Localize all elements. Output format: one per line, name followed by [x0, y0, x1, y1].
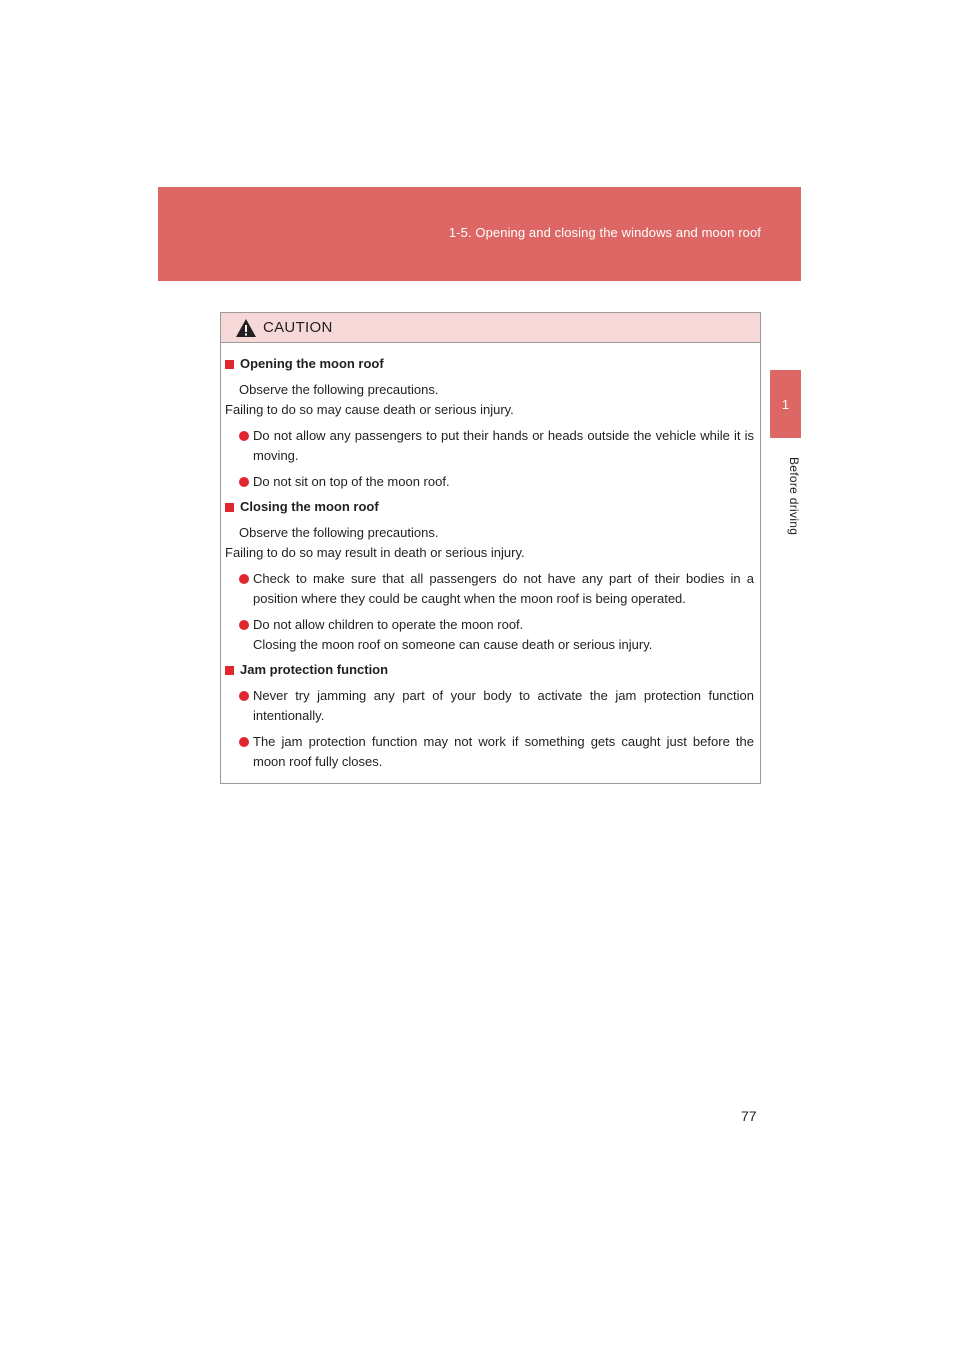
- bullet-item: [225, 472, 754, 492]
- intro-line: Failing to do so may result in death or serious injury.: [225, 545, 525, 560]
- round-bullet-icon: [239, 737, 249, 747]
- square-bullet-icon: [225, 360, 234, 369]
- caution-section: [225, 660, 754, 772]
- header-band: [158, 187, 801, 281]
- page-number: 77: [741, 1108, 757, 1124]
- caution-section: [225, 354, 754, 492]
- section-heading: [225, 660, 754, 680]
- round-bullet-icon: [239, 620, 249, 630]
- square-bullet-icon: [225, 503, 234, 512]
- bullet-item: [225, 615, 754, 655]
- bullet-text: Do not allow children to operate the moon roof.: [253, 617, 524, 632]
- caution-title: CAUTION: [263, 319, 333, 336]
- round-bullet-icon: [239, 477, 249, 487]
- intro-line: Observe the following precautions.: [239, 382, 439, 397]
- bullet-text: Never try jamming any part of your body to activate the jam protection function intentionally.: [253, 688, 754, 723]
- caution-box: [220, 312, 761, 784]
- section-intro: [225, 380, 754, 420]
- bullet-text: Check to make sure that all passengers do not have any part of their bodies in a position where they could be caught when the moon roof is being operated.: [253, 571, 754, 606]
- chapter-label: Before driving: [787, 456, 801, 536]
- bullet-text: Do not allow any passengers to put their hands or heads outside the vehicle while it is moving.: [253, 428, 754, 463]
- round-bullet-icon: [239, 574, 249, 584]
- section-heading-text: Opening the moon roof: [240, 356, 384, 371]
- section-heading: [225, 354, 754, 374]
- bullet-text: Closing the moon roof on someone can cause death or serious injury.: [253, 637, 653, 652]
- intro-line: Observe the following precautions.: [239, 525, 439, 540]
- section-title: 1-5. Opening and closing the windows and moon roof: [448, 225, 761, 240]
- square-bullet-icon: [225, 666, 234, 675]
- section-heading: [225, 497, 754, 517]
- bullet-item: [225, 732, 754, 772]
- warning-triangle-icon: [235, 318, 257, 338]
- section-heading-text: Closing the moon roof: [240, 499, 379, 514]
- bullet-item: [225, 426, 754, 466]
- chapter-tab[interactable]: [770, 370, 801, 438]
- round-bullet-icon: [239, 431, 249, 441]
- round-bullet-icon: [239, 691, 249, 701]
- intro-line: Failing to do so may cause death or serious injury.: [225, 402, 514, 417]
- bullet-item: [225, 686, 754, 726]
- bullet-text: The jam protection function may not work if something gets caught just before the moon roof fully closes.: [253, 734, 754, 769]
- bullet-item: [225, 569, 754, 609]
- chapter-number: 1: [781, 396, 790, 412]
- caution-body: [221, 343, 760, 772]
- section-intro: [225, 523, 754, 563]
- caution-header: [221, 313, 760, 343]
- section-heading-text: Jam protection function: [240, 662, 389, 677]
- caution-section: [225, 497, 754, 655]
- bullet-text: Do not sit on top of the moon roof.: [253, 474, 450, 489]
